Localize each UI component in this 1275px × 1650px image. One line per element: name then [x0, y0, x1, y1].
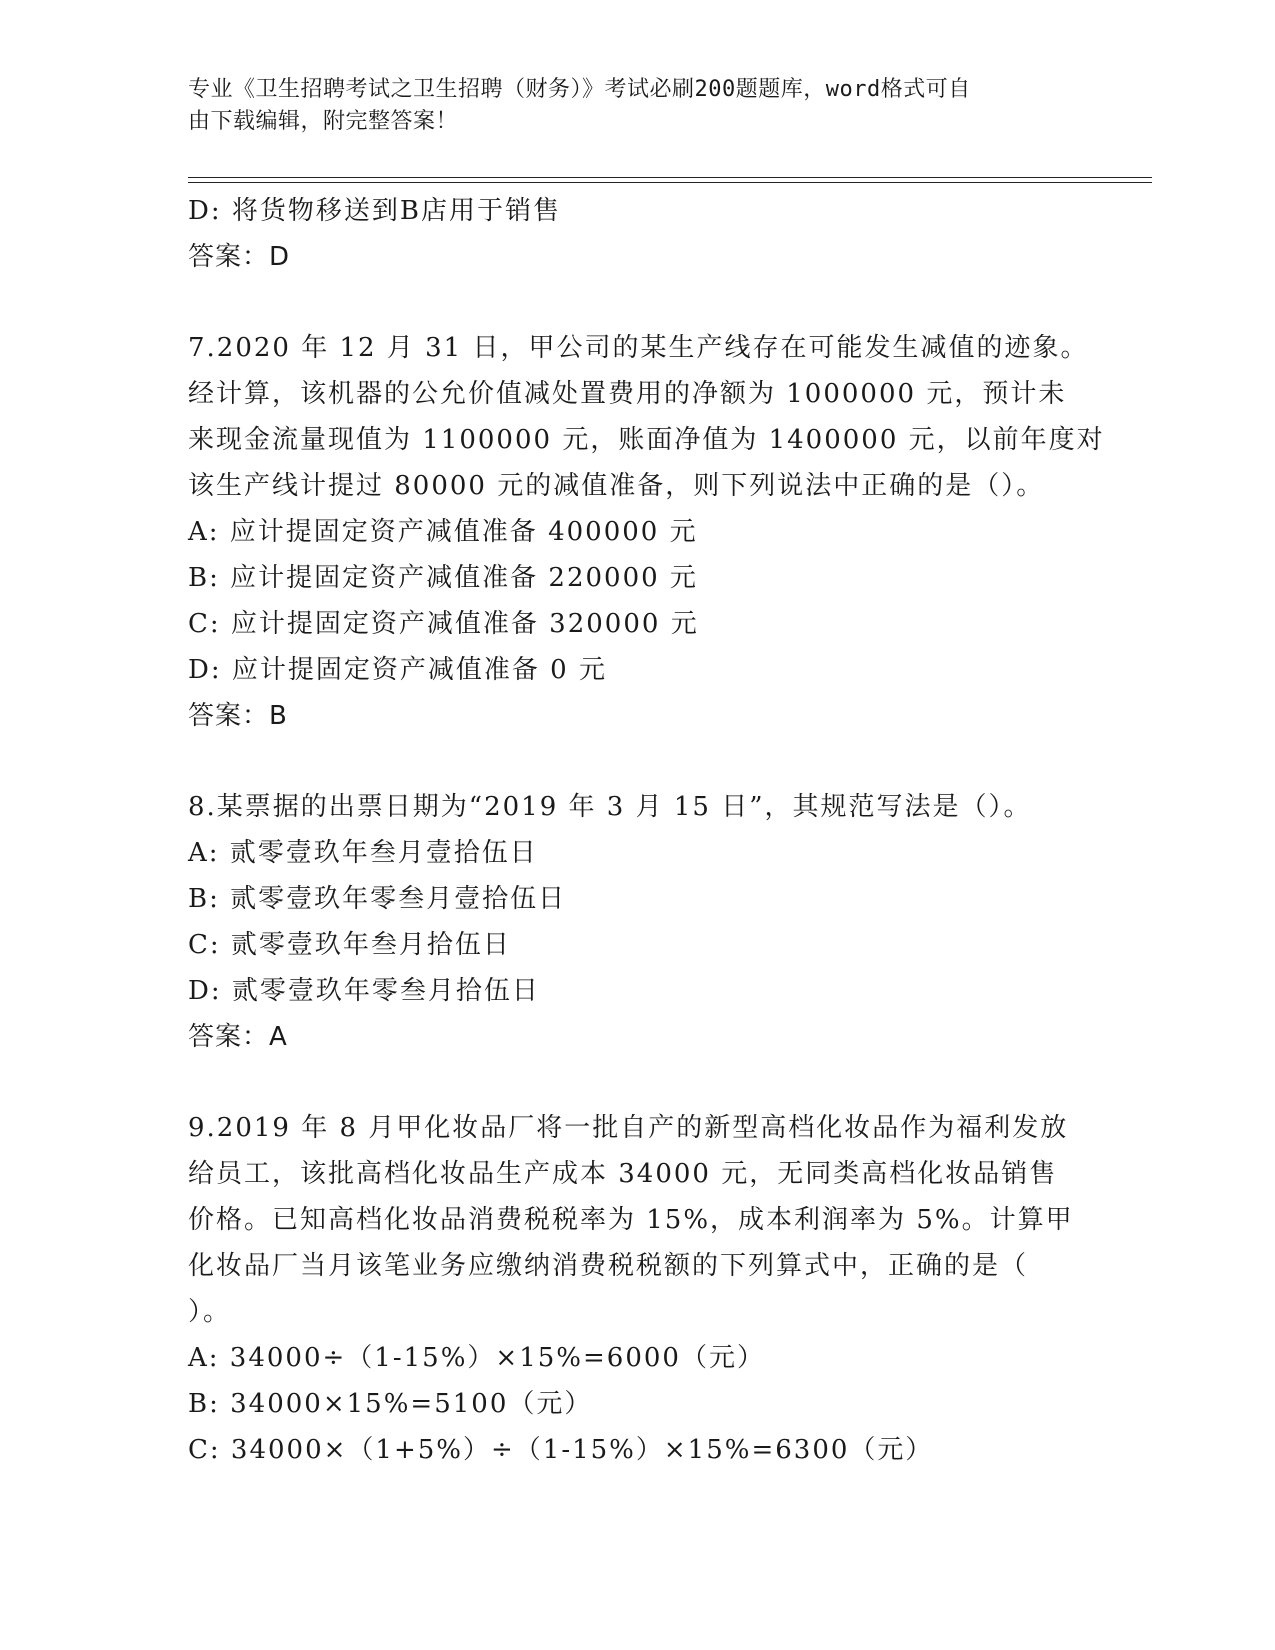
spacer — [188, 1060, 1088, 1105]
document-header — [188, 74, 1068, 138]
question-stem-line: 价格。已知高档化妆品消费税税率为 15%，成本利润率为 5%。计算甲 — [188, 1205, 1074, 1235]
question-7 — [188, 325, 1105, 739]
answer: 答案：B — [188, 701, 288, 731]
question-stem-line: ）。 — [188, 1297, 232, 1327]
header-divider-top — [188, 177, 1152, 178]
question-stem-line: 给员工，该批高档化妆品生产成本 34000 元，无同类高档化妆品销售 — [188, 1159, 1058, 1189]
question-stem-line: 该生产线计提过 80000 元的减值准备，则下列说法中正确的是（）。 — [188, 471, 1045, 501]
spacer — [188, 739, 1088, 784]
header-line-2: 由下载编辑，附完整答案！ — [188, 109, 459, 134]
question-stem-line: 7.2020 年 12 月 31 日，甲公司的某生产线存在可能发生减值的迹象。 — [188, 333, 1089, 363]
question-9 — [188, 1105, 1088, 1473]
question-stem-line: 8.某票据的出票日期为“2019 年 3 月 15 日”，其规范写法是（）。 — [188, 792, 1032, 822]
question-8 — [188, 784, 1088, 1060]
question-stem-line: 来现金流量现值为 1100000 元，账面净值为 1400000 元，以前年度对 — [188, 425, 1105, 455]
option-c: C: 34000×（1+5%）÷（1-15%）×15%=6300（元） — [188, 1435, 934, 1465]
question-stem-line: 化妆品厂当月该笔业务应缴纳消费税税额的下列算式中，正确的是（ — [188, 1251, 1029, 1281]
question-stem-line: 9.2019 年 8 月甲化妆品厂将一批自产的新型高档化妆品作为福利发放 — [188, 1113, 1069, 1143]
option-a: A: 应计提固定资产减值准备 400000 元 — [188, 517, 698, 547]
option-d: D: 应计提固定资产减值准备 0 元 — [188, 655, 607, 685]
answer: 答案：A — [188, 1022, 288, 1052]
header-line-1: 专业《卫生招聘考试之卫生招聘（财务）》考试必刷200题题库，word格式可自 — [188, 77, 971, 102]
question-stem-line: 经计算，该机器的公允价值减处置费用的净额为 1000000 元，预计未 — [188, 379, 1067, 409]
continued-question — [188, 188, 1088, 280]
option-b: B: 贰零壹玖年零叁月壹拾伍日 — [188, 884, 567, 914]
answer: 答案：D — [188, 242, 291, 272]
option-c: C: 应计提固定资产减值准备 320000 元 — [188, 609, 699, 639]
option-a: A: 34000÷（1-15%）×15%=6000（元） — [188, 1343, 765, 1373]
option-d: D: 贰零壹玖年零叁月拾伍日 — [188, 976, 540, 1006]
option-d: D: 将货物移送到B店用于销售 — [188, 196, 561, 226]
option-b: B: 34000×15%=5100（元） — [188, 1389, 593, 1419]
option-a: A: 贰零壹玖年叁月壹拾伍日 — [188, 838, 538, 868]
spacer — [188, 280, 1088, 325]
header-divider-bottom — [188, 182, 1152, 183]
document-body — [188, 188, 1105, 1473]
option-c: C: 贰零壹玖年叁月拾伍日 — [188, 930, 511, 960]
option-b: B: 应计提固定资产减值准备 220000 元 — [188, 563, 698, 593]
